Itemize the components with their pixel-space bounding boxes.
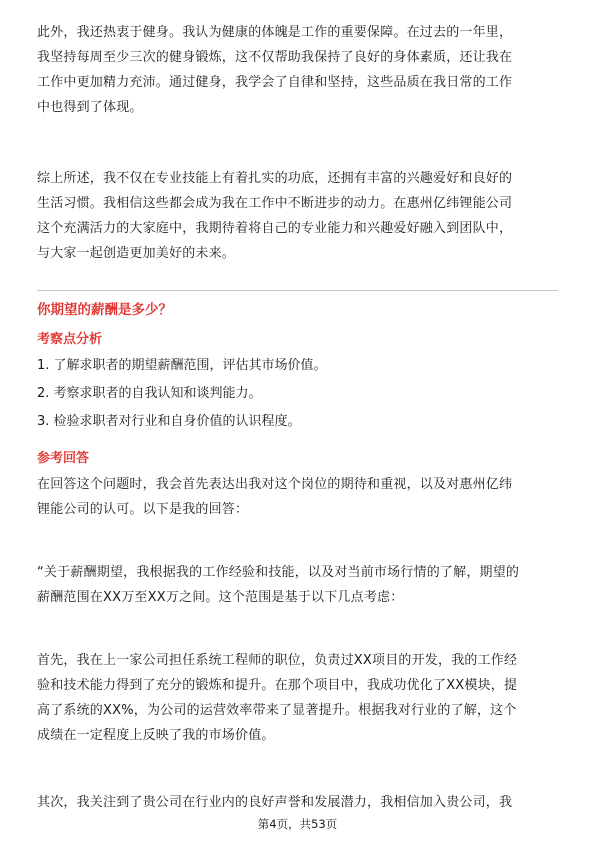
analysis-item: 3. 检验求职者对行业和自身价值的认识程度。 [37, 414, 301, 429]
paragraph-line: 其次，我关注到了贵公司在行业内的良好声誉和发展潜力，我相信加入贵公司，我 [37, 795, 513, 810]
paragraph-line: 验和技术能力得到了充分的锻炼和提升。在那个项目中，我成功优化了XX模块，提 [37, 678, 518, 693]
paragraph-line: 我坚持每周至少三次的健身锻炼，这不仅帮助我保持了良好的身体素质，还让我在 [37, 50, 513, 65]
paragraph-line: 锂能公司的认可。以下是我的回答： [37, 502, 249, 517]
paragraph-fitness [37, 20, 561, 120]
paragraph-line: 工作中更加精力充沛。通过健身，我学会了自律和坚持，这些品质在我日常的工作 [37, 75, 513, 90]
paragraph-second [37, 790, 561, 815]
question-heading: 你期望的薪酬是多少？ [37, 302, 172, 318]
paragraph-intro [37, 472, 561, 522]
paragraph-line: 这个充满活力的大家庭中，我期待着将自己的专业能力和兴趣爱好融入到团队中， [37, 221, 513, 236]
reference-heading: 参考回答 [37, 451, 90, 466]
paragraph-line: 在回答这个问题时，我会首先表达出我对这个岗位的期待和重视，以及对惠州亿纬 [37, 477, 513, 492]
paragraph-line: 中也得到了体现。 [37, 100, 143, 115]
paragraph-line: 高了系统的XX%，为公司的运营效率带来了显著提升。根据我对行业的了解，这个 [37, 703, 517, 718]
paragraph-line: 成绩在一定程度上反映了我的市场价值。 [37, 728, 275, 743]
paragraph-line: 综上所述，我不仅在专业技能上有着扎实的功底，还拥有丰富的兴趣爱好和良好的 [37, 171, 513, 186]
paragraph-line: 首先，我在上一家公司担任系统工程师的职位，负责过XX项目的开发，我的工作经 [37, 653, 518, 668]
paragraph-line: “关于薪酬期望，我根据我的工作经验和技能，以及对当前市场行情的了解，期望的 [37, 565, 520, 580]
analysis-item: 2. 考察求职者的自我认知和谈判能力。 [37, 386, 262, 401]
section-divider [37, 290, 558, 291]
paragraph-first [37, 648, 561, 748]
paragraph-summary [37, 166, 561, 266]
analysis-item: 1. 了解求职者的期望薪酬范围，评估其市场价值。 [37, 358, 327, 373]
paragraph-line: 薪酬范围在XX万至XX万之间。这个范围是基于以下几点考虑： [37, 590, 404, 605]
paragraph-quote [37, 560, 561, 610]
paragraph-line: 与大家一起创造更加美好的未来。 [37, 246, 236, 261]
page-number: 第4页，共53页 [257, 817, 338, 831]
paragraph-line: 生活习惯。我相信这些都会成为我在工作中不断进步的动力。在惠州亿纬锂能公司 [37, 196, 513, 211]
analysis-heading: 考察点分析 [37, 332, 103, 347]
paragraph-line: 此外，我还热衷于健身。我认为健康的体魄是工作的重要保障。在过去的一年里， [37, 25, 513, 40]
